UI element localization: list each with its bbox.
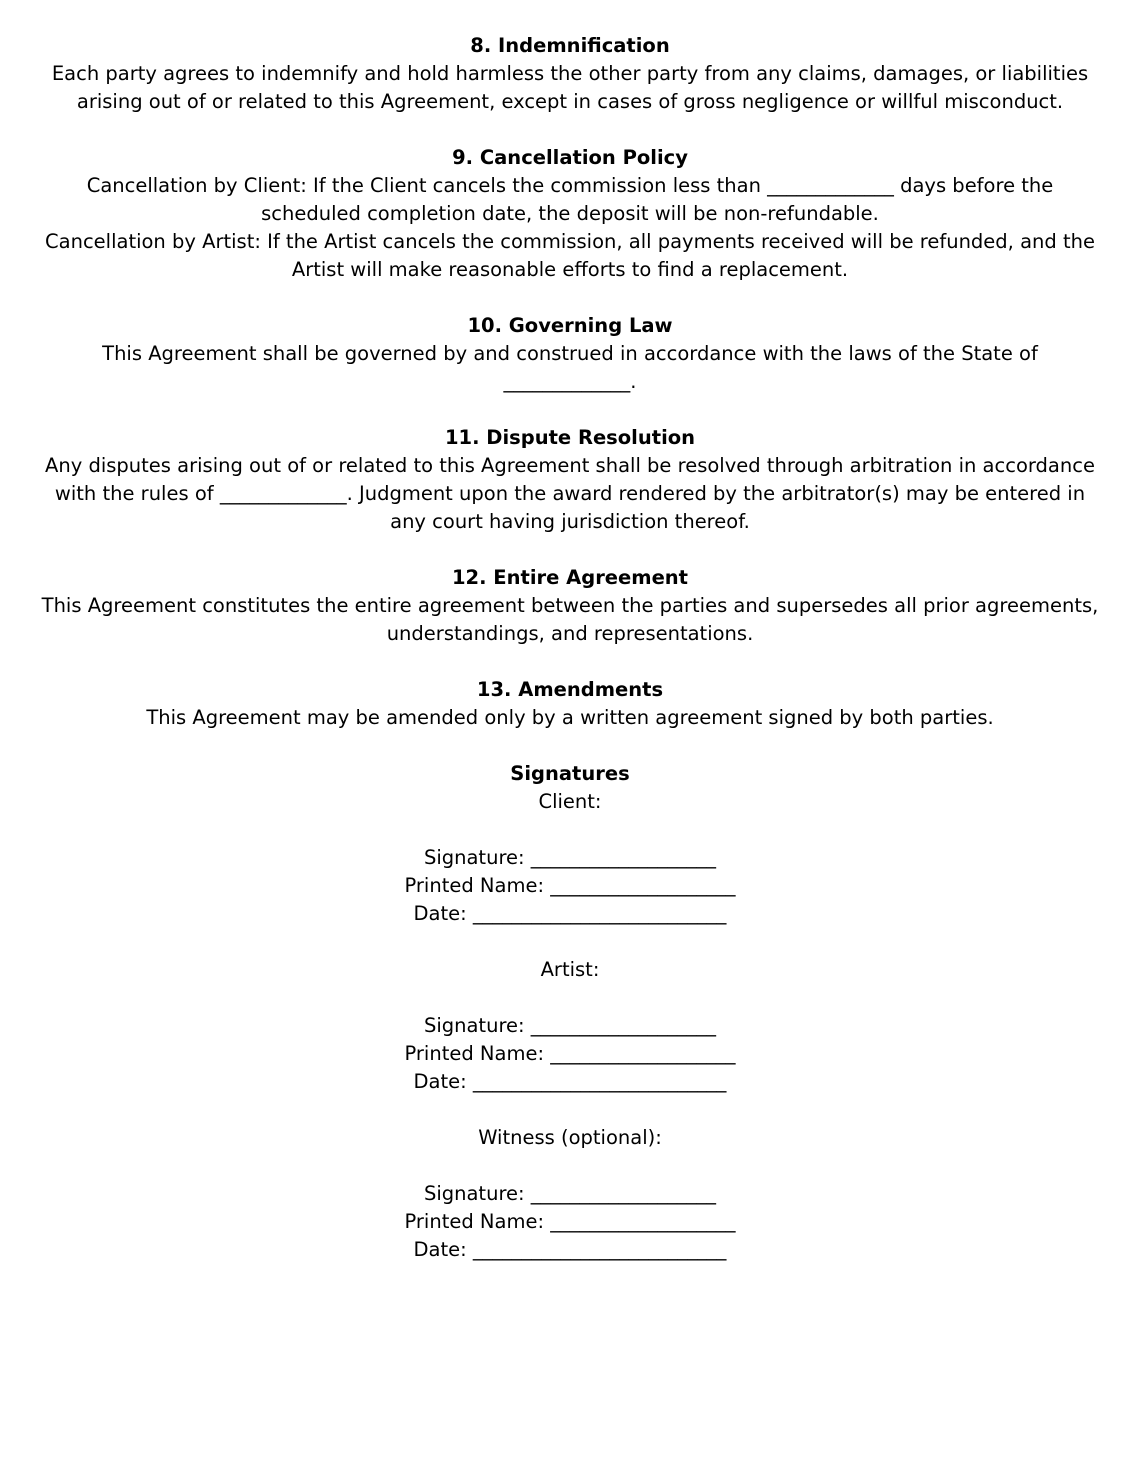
section-dispute-resolution bbox=[38, 424, 1102, 536]
party-label: Client: bbox=[538, 790, 602, 813]
section-paragraph: This Agreement may be amended only by a written agreement signed by both parties. bbox=[146, 706, 994, 729]
signature-line[interactable]: Signature: ___________________ bbox=[423, 846, 717, 869]
spacer bbox=[38, 928, 1102, 956]
spacer bbox=[38, 1096, 1102, 1124]
section-cancellation-policy bbox=[38, 144, 1102, 284]
section-indemnification bbox=[38, 32, 1102, 116]
section-paragraph: This Agreement shall be governed by and construed in accordance with the laws of the State of _____________. bbox=[102, 342, 1038, 393]
date-line[interactable]: Date: __________________________ bbox=[413, 1070, 727, 1093]
section-heading: 12. Entire Agreement bbox=[451, 566, 689, 589]
section-paragraph: This Agreement constitutes the entire agreement between the parties and supersedes all prior agreements, understandings, and representations. bbox=[41, 594, 1099, 645]
party-label: Artist: bbox=[540, 958, 600, 981]
spacer bbox=[38, 816, 1102, 844]
section-paragraph: Each party agrees to indemnify and hold harmless the other party from any claims, damages, or liabilities arising out of or related to this Agreement, except in cases of gross negligence or willful misconduct. bbox=[51, 62, 1089, 113]
signature-line[interactable]: Signature: ___________________ bbox=[423, 1014, 717, 1037]
section-governing-law bbox=[38, 312, 1102, 396]
section-paragraph: Any disputes arising out of or related to this Agreement shall be resolved through arbitration in accordance with the rules of _____________. Judgment upon the award rendered by the arbitrator(s) may be entered in any court having jurisdiction thereof. bbox=[45, 454, 1095, 533]
printed-name-line[interactable]: Printed Name: ___________________ bbox=[404, 1210, 736, 1233]
signatures-title: Signatures bbox=[510, 762, 630, 785]
section-heading: 11. Dispute Resolution bbox=[444, 426, 696, 449]
section-entire-agreement bbox=[38, 564, 1102, 648]
section-heading: 8. Indemnification bbox=[470, 34, 670, 57]
signature-party-witness bbox=[38, 1124, 1102, 1264]
signature-party-artist bbox=[38, 956, 1102, 1096]
section-amendments bbox=[38, 676, 1102, 732]
spacer bbox=[38, 1152, 1102, 1180]
section-heading: 10. Governing Law bbox=[467, 314, 673, 337]
signatures-block bbox=[38, 760, 1102, 1264]
date-line[interactable]: Date: __________________________ bbox=[413, 1238, 727, 1261]
date-line[interactable]: Date: __________________________ bbox=[413, 902, 727, 925]
signature-party-client bbox=[38, 788, 1102, 928]
section-heading: 13. Amendments bbox=[476, 678, 664, 701]
printed-name-line[interactable]: Printed Name: ___________________ bbox=[404, 874, 736, 897]
party-label: Witness (optional): bbox=[478, 1126, 662, 1149]
signature-line[interactable]: Signature: ___________________ bbox=[423, 1182, 717, 1205]
section-paragraph: Cancellation by Artist: If the Artist cancels the commission, all payments received will be refunded, and the Artist will make reasonable efforts to find a replacement. bbox=[45, 230, 1095, 281]
section-paragraph: Cancellation by Client: If the Client cancels the commission less than _____________ days before the scheduled completion date, the deposit will be non-refundable. bbox=[86, 174, 1054, 225]
section-heading: 9. Cancellation Policy bbox=[452, 146, 688, 169]
printed-name-line[interactable]: Printed Name: ___________________ bbox=[404, 1042, 736, 1065]
spacer bbox=[38, 984, 1102, 1012]
